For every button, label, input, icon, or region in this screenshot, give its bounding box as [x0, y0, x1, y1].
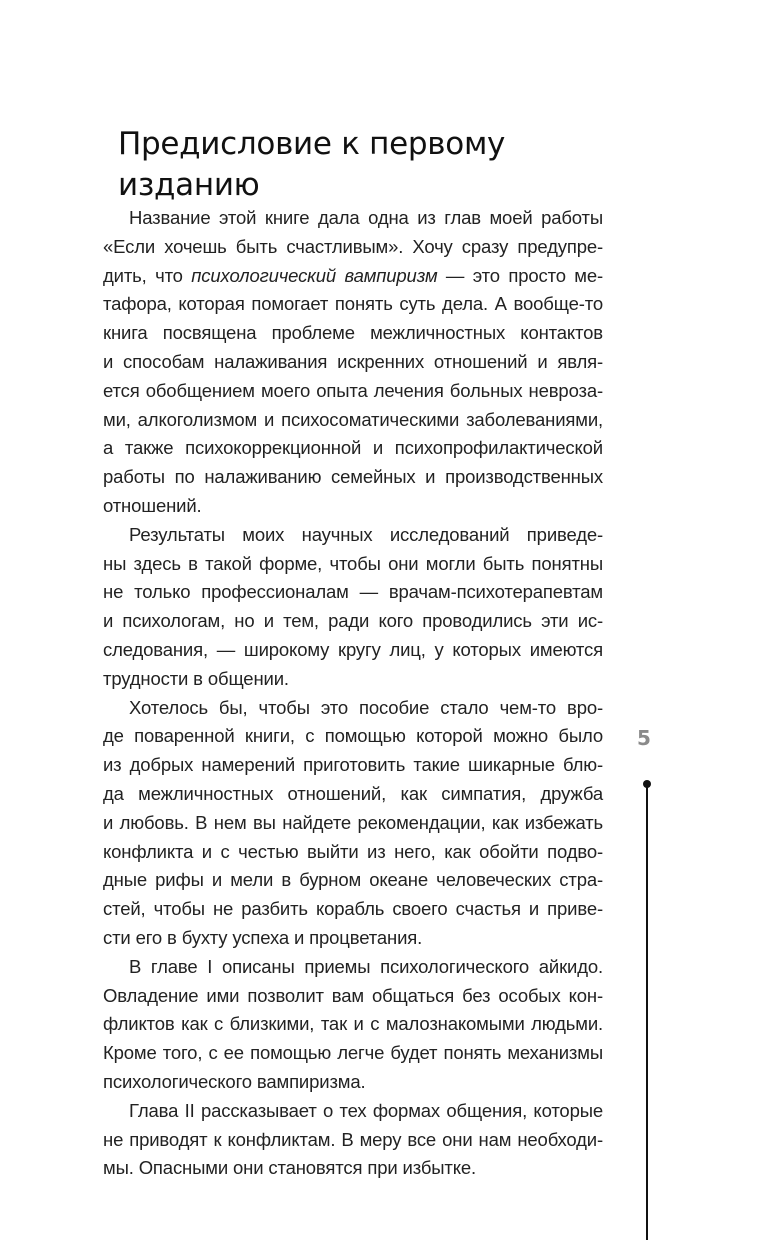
- text-line: да межличностных отношений, как симпатия, дружба: [103, 782, 603, 804]
- text-line: работы по налаживанию семейных и производственных: [103, 466, 603, 488]
- paragraph: [103, 1097, 603, 1183]
- text-line: Глава II рассказывает о тех формах общения, которые: [129, 1099, 603, 1121]
- text-line: В главе I описаны приемы психологического айкидо.: [129, 955, 603, 977]
- text-line: Кроме того, с ее помощью легче будет понять механизмы: [103, 1042, 603, 1064]
- text-line: книга посвящена проблеме межличностных контактов: [103, 322, 603, 344]
- paragraph: [103, 204, 603, 521]
- text-line: и психологам, но и тем, ради кого проводились эти ис-: [103, 610, 603, 632]
- text-line: мы. Опасными они становятся при избытке.: [103, 1157, 477, 1179]
- text-line: и способам налаживания искренних отношений и явля-: [103, 350, 603, 372]
- text-line: из добрых намерений приготовить такие шикарные блю-: [103, 754, 603, 776]
- text-line: дные рифы и мели в бурном океане человеческих стра-: [103, 869, 603, 891]
- text-line: и любовь. В нем вы найдете рекомендации, как избежать: [103, 811, 603, 833]
- text-line: сти его в бухту успеха и процветания.: [103, 926, 423, 948]
- text-line: трудности в общении.: [103, 667, 289, 689]
- text-line: Овладение ими позволит вам общаться без особых кон-: [103, 984, 603, 1006]
- paragraph: [103, 953, 603, 1097]
- text-line: [103, 262, 603, 291]
- text-line: не приводят к конфликтам. В меру все они нам необходи-: [103, 1128, 603, 1150]
- chapter-heading-line: Предисловие к первому: [118, 126, 506, 162]
- text-line: не только профессионалам — врачам-психотерапевтам: [103, 581, 603, 603]
- text-line: Хотелось бы, чтобы это пособие стало чем-то вро-: [129, 696, 603, 718]
- text-line: следования, — широкому кругу лиц, у которых имеются: [103, 638, 603, 660]
- chapter-heading-line: изданию: [118, 167, 260, 203]
- text-line: отношений.: [103, 494, 202, 516]
- text-line: а также психокоррекционной и психопрофилактической: [103, 437, 603, 459]
- paragraph: [103, 694, 603, 953]
- page-number: 5: [637, 726, 651, 750]
- text-segment: — это просто ме-: [437, 264, 603, 286]
- text-line: Результаты моих научных исследований приведе-: [129, 523, 603, 545]
- chapter-heading: [118, 124, 505, 206]
- text-line: Название этой книге дала одна из глав моей работы: [129, 207, 603, 228]
- text-line: психологического вампиризма.: [103, 1070, 366, 1092]
- body-text: [103, 204, 603, 1183]
- italic-term: психологический вампиризм: [191, 264, 438, 286]
- text-line: тафора, которая помогает понять суть дела. А вообще-то: [103, 293, 603, 315]
- text-segment: дить, что: [103, 264, 192, 286]
- text-line: де поваренной книги, с помощью которой можно было: [103, 725, 603, 747]
- text-line: фликтов как с близкими, так и с малознакомыми людьми.: [103, 1013, 603, 1035]
- text-line: ны здесь в такой форме, чтобы они могли быть понятны: [103, 552, 603, 574]
- text-line: ется обобщением моего опыта лечения больных невроза-: [103, 379, 603, 401]
- text-line: «Если хочешь быть счастливым». Хочу сразу предупре-: [103, 235, 603, 257]
- text-line: ми, алкоголизмом и психосоматическими заболеваниями,: [103, 408, 603, 430]
- text-line: стей, чтобы не разбить корабль своего счастья и приве-: [103, 898, 603, 920]
- text-line: конфликта и с честью выйти из него, как обойти подво-: [103, 840, 603, 862]
- margin-rule: [646, 785, 648, 1240]
- paragraph: [103, 521, 603, 694]
